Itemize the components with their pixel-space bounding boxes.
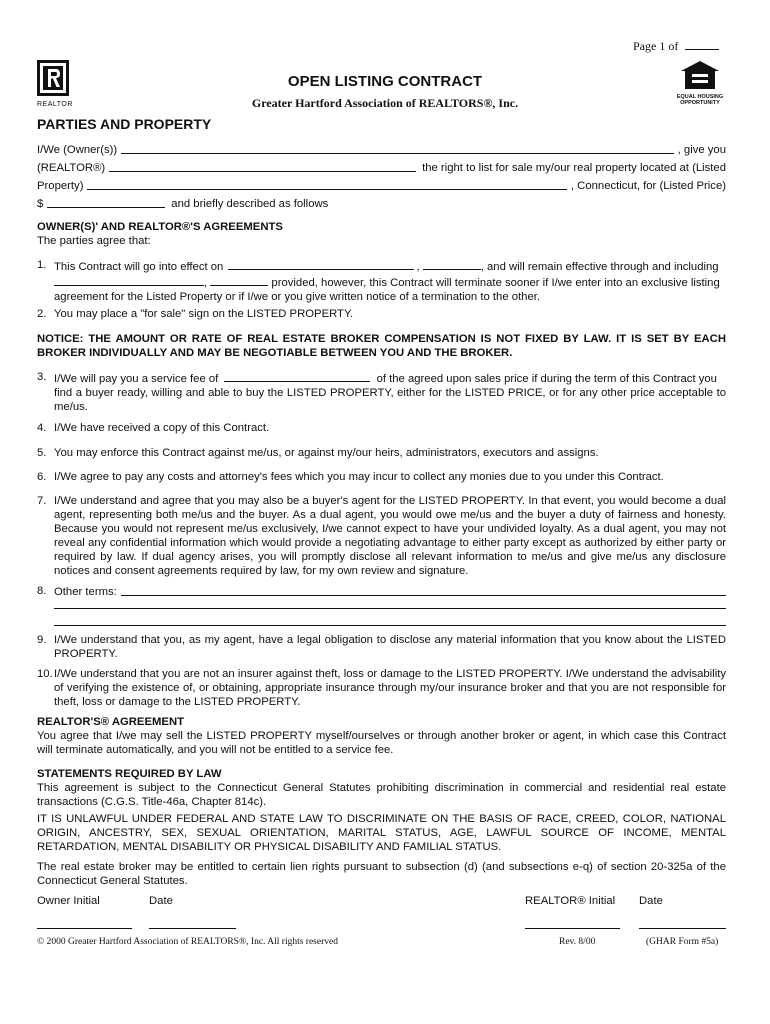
owner-row bbox=[37, 142, 726, 157]
item1-text-a: This Contract will go into effect on bbox=[54, 261, 224, 273]
owner-name-field[interactable] bbox=[121, 142, 674, 154]
item-number: 9. bbox=[37, 634, 47, 646]
item-number: 5. bbox=[37, 447, 47, 459]
item1-text-f: agreement for the Listed Property or if I/we or you give written notice of a termination to the other. bbox=[54, 291, 541, 303]
property-row bbox=[37, 178, 726, 193]
item-number: 8. bbox=[37, 585, 47, 597]
owner-date-field[interactable] bbox=[149, 928, 236, 929]
item2-text: You may place a "for sale" sign on the LISTED PROPERTY. bbox=[54, 308, 354, 320]
end-year-field[interactable] bbox=[210, 274, 268, 286]
comma: , bbox=[204, 277, 208, 289]
list-item-10 bbox=[37, 667, 726, 709]
list-item-2 bbox=[37, 307, 726, 321]
page-label: Page 1 of bbox=[633, 39, 679, 53]
item-number: 1. bbox=[37, 259, 47, 271]
item1-text-c: , and will remain effective through and including bbox=[480, 261, 719, 273]
start-year-field[interactable] bbox=[423, 258, 481, 270]
owner-initial-field[interactable] bbox=[37, 928, 132, 929]
item4-text: I/We have received a copy of this Contract. bbox=[54, 422, 270, 434]
list-item-7 bbox=[37, 494, 726, 578]
date-label-1: Date bbox=[149, 895, 173, 907]
list-item-9 bbox=[37, 633, 726, 661]
realtor-label: (REALTOR®) bbox=[37, 162, 106, 174]
property-label: Property) bbox=[37, 180, 84, 192]
eho-text-2: OPPORTUNITY bbox=[680, 100, 720, 106]
other-terms-field-1[interactable] bbox=[121, 584, 726, 596]
item-number: 4. bbox=[37, 422, 47, 434]
other-terms-field-3[interactable] bbox=[54, 625, 726, 626]
realtor-row bbox=[37, 160, 726, 175]
connecticut-text: , Connecticut, for (Listed Price) bbox=[570, 180, 726, 192]
total-pages-field[interactable] bbox=[685, 38, 719, 50]
compensation-notice: NOTICE: THE AMOUNT OR RATE OF REAL ESTATE BROKER COMPENSATION IS NOT FIXED BY LAW. IT IS SET BY EACH BROKER INDIVIDUALLY AND MAY BE NEGOTIABLE BETWEEN YOU AND THE BROKER. bbox=[37, 333, 726, 359]
parties-agree-text: The parties agree that: bbox=[37, 235, 151, 247]
equal-housing-logo bbox=[670, 60, 730, 106]
realtor-agreement-heading: REALTOR'S® AGREEMENT bbox=[37, 716, 184, 728]
realtor-initial-field[interactable] bbox=[525, 928, 620, 929]
association-name: Greater Hartford Association of REALTORS®, Inc. bbox=[251, 96, 519, 110]
item10-text: I/We understand that you are not an insurer against theft, loss or damage to the LISTED PROPERTY. I/We understand the advisability of verifying the existence of, or obtaining, appropriate insurance through my/our insurance broker and that you are not responsible for theft, loss or damage to the LISTED PROPERTY. bbox=[54, 668, 726, 708]
realtor-name-field[interactable] bbox=[109, 160, 416, 172]
item3-text-a: I/We will pay you a service fee of bbox=[54, 373, 219, 385]
list-item-6 bbox=[37, 470, 726, 484]
item-number: 10. bbox=[37, 668, 53, 680]
other-terms-field-2[interactable] bbox=[54, 608, 726, 609]
price-row bbox=[37, 196, 726, 211]
parties-heading: PARTIES AND PROPERTY bbox=[37, 116, 212, 132]
date-label-2: Date bbox=[639, 895, 663, 907]
realtor-date-field[interactable] bbox=[639, 928, 726, 929]
footer-copyright: © 2000 Greater Hartford Association of REALTORS®, Inc. All rights reserved bbox=[37, 937, 338, 947]
equal-housing-icon bbox=[680, 60, 720, 90]
footer-revision: Rev. 8/00 bbox=[559, 937, 596, 947]
list-item-4 bbox=[37, 421, 726, 435]
start-date-field[interactable] bbox=[228, 258, 414, 270]
footer-form-number: (GHAR Form #5a) bbox=[646, 937, 719, 947]
owner-initial-label: Owner Initial bbox=[37, 895, 100, 907]
right-to-list-text: the right to list for sale my/our real property located at (Listed bbox=[422, 162, 726, 174]
eho-text-1: EQUAL HOUSING bbox=[676, 94, 724, 100]
item3-text-c: find a buyer ready, willing and able to buy the LISTED PROPERTY, either for the LISTED PRICE, or for any other price acceptable to me/us. bbox=[54, 387, 726, 413]
item-number: 2. bbox=[37, 308, 47, 320]
item6-text: I/We agree to pay any costs and attorney's fees which you may incur to collect any monies due to you under this Contract. bbox=[54, 471, 664, 483]
give-you-text: , give you bbox=[677, 144, 726, 156]
end-date-field[interactable] bbox=[54, 274, 204, 286]
list-item-3 bbox=[37, 370, 726, 414]
statements-heading: STATEMENTS REQUIRED BY LAW bbox=[37, 768, 222, 780]
dollar-sign: $ bbox=[37, 198, 44, 210]
owner-label: I/We (Owner(s)) bbox=[37, 144, 118, 156]
unlawful-text: IT IS UNLAWFUL UNDER FEDERAL AND STATE LAW TO DISCRIMINATE ON THE BASIS OF RACE, CREED, COLOR, NATIONAL ORIGIN, ANCESTRY, SEX, SEXUAL ORIENTATION, MARITAL STATUS, AGE, LAWFUL SOURCE OF INCOME, MENTAL RETARDATION, MENTAL DISABILITY OR PHYSICAL DISABILITY AND FAMILIAL STATUS. bbox=[37, 813, 726, 853]
item-number: 7. bbox=[37, 495, 47, 507]
realtor-agreement-text: You agree that I/we may sell the LISTED PROPERTY myself/ourselves or through another broker or agent, in which case this Contract will terminate automatically, and you will not be entitled to a service fee. bbox=[37, 730, 726, 756]
page-title: OPEN LISTING CONTRACT bbox=[287, 73, 483, 90]
page-number bbox=[633, 38, 719, 53]
realtor-initial-label: REALTOR® Initial bbox=[525, 895, 616, 907]
item5-text: You may enforce this Contract against me/us, or against my/our heirs, administrators, executors and assigns. bbox=[54, 447, 599, 459]
item-number: 6. bbox=[37, 471, 47, 483]
item3-text-b: of the agreed upon sales price if during the term of this Contract you bbox=[376, 373, 717, 385]
comma: , bbox=[416, 261, 420, 273]
item7-text: I/We understand and agree that you may also be a buyer's agent for the LISTED PROPERTY. In that event, you would become a dual agent, representing both me/us and the buyer. As a dual agent, you would owe me/us and the buyer a duty of fairness and honesty. Because you would not represent me/us exclusively, I/we cannot expect to have your undivided loyalty. As a dual agent, you may not reveal any confidential information which would provide a negotiating advantage to either party except as authorized by either party or required by law. If dual agency arises, you will promptly disclose all relevant information to me/us and give me/us any disclosure notices and consent agreements required by law, for my own review and signature. bbox=[54, 495, 726, 577]
list-item-8 bbox=[37, 584, 726, 599]
statements-text: This agreement is subject to the Connecticut General Statutes prohibiting discrimination in commercial and residential real estate transactions (C.G.S. Title-46a, Chapter 814c). bbox=[37, 782, 726, 808]
list-item-5 bbox=[37, 446, 726, 460]
item-number: 3. bbox=[37, 371, 47, 383]
item9-text: I/We understand that you, as my agent, have a legal obligation to disclose any material information that you know about the LISTED PROPERTY. bbox=[54, 634, 726, 660]
briefly-text: and briefly described as follows bbox=[171, 198, 329, 210]
list-item-1 bbox=[37, 258, 726, 304]
property-address-field[interactable] bbox=[87, 178, 566, 190]
agreements-heading: OWNER(S)' AND REALTOR®'S AGREEMENTS bbox=[37, 221, 283, 233]
service-fee-field[interactable] bbox=[224, 370, 370, 382]
realtor-logo-text: REALTOR bbox=[37, 101, 73, 108]
listed-price-field[interactable] bbox=[47, 196, 165, 208]
item8-text: Other terms: bbox=[54, 586, 117, 598]
lien-text: The real estate broker may be entitled to certain lien rights pursuant to subsection (d) (and subsections e-q) of section 20-325a of the Connecticut General Statutes. bbox=[37, 861, 726, 887]
item1-text-e: provided, however, this Contract will terminate sooner if I/we enter into an exclusive listing bbox=[271, 277, 720, 289]
